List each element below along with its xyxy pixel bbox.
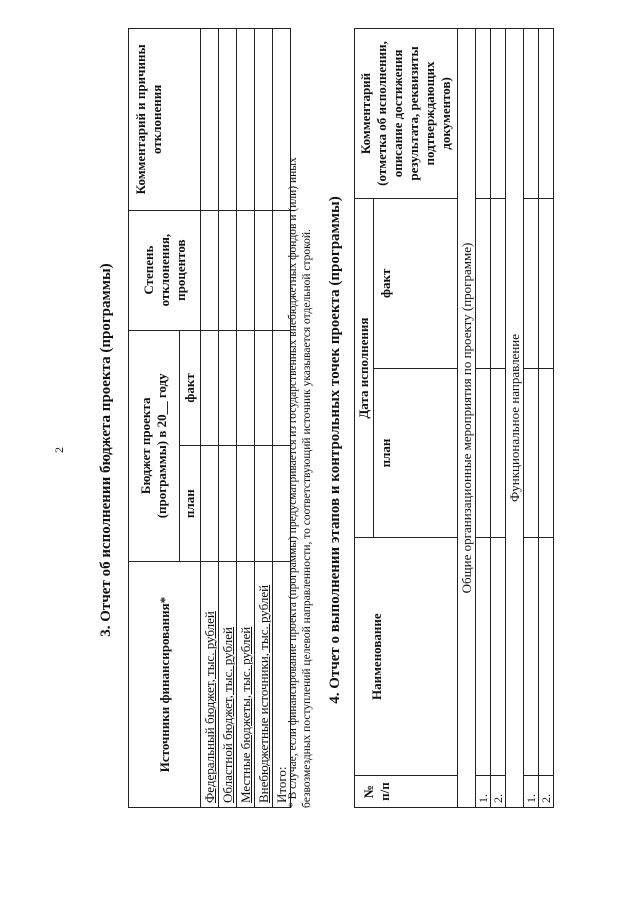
row-label-regional: Областной бюджет, тыс. рублей [219, 562, 237, 808]
milestones-table [354, 28, 554, 808]
cell [476, 368, 491, 538]
header-source: Источники финансирования* [129, 562, 201, 808]
header-budget-line1: Бюджет проекта [138, 397, 153, 495]
cell [255, 330, 273, 446]
header-deviation-line1: Степень [140, 245, 156, 295]
header-comment-line2: отклонения [149, 84, 164, 154]
budget-row [255, 29, 273, 808]
cell [476, 29, 491, 199]
footnote-line2: безвозмездных поступлений целевой направленности, то соответствующий источник указывается отдельной строкой. [301, 229, 313, 808]
table-row [491, 29, 506, 808]
group-title-general: Общие организационные мероприятия по проекту (программе) [458, 29, 476, 808]
header-mcomment-line2: (отметка об исполнении, [374, 41, 389, 186]
cell [201, 210, 219, 330]
cell [491, 198, 506, 368]
budget-table [128, 28, 291, 808]
section4-title: 4. Отчет о выполнении этапов и контрольных точек проекта (программы) [327, 196, 343, 704]
cell [539, 368, 554, 538]
header-name: Наименование [355, 538, 458, 776]
header-fact: факт [180, 330, 201, 446]
footnote-line1: * В случае, если финансирование проекта (программы) предусматривается из государственных внебюджетных фондов и (или) иных [287, 157, 299, 808]
cell [201, 29, 219, 211]
cell [476, 538, 491, 776]
row-number: 2. [491, 776, 506, 808]
header-comment [129, 29, 201, 211]
row-label-extrabudget: Внебюджетные источники, тыс. рублей [255, 562, 273, 808]
header-plan: план [180, 446, 201, 562]
cell [524, 198, 539, 368]
cell [255, 29, 273, 211]
budget-row [237, 29, 255, 808]
cell [201, 330, 219, 446]
budget-row [219, 29, 237, 808]
cell [539, 198, 554, 368]
cell [539, 538, 554, 776]
header-num-line2: п/п [377, 782, 392, 801]
cell [491, 29, 506, 199]
cell [219, 446, 237, 562]
header-mcomment-line1: Комментарий [358, 72, 373, 155]
row-label-local: Местные бюджеты, тыс. рублей [237, 562, 255, 808]
cell [524, 29, 539, 199]
header-dates: Дата исполнения [355, 198, 374, 537]
row-label-total: Итого: [273, 562, 291, 808]
cell [237, 29, 255, 211]
header-mcomment-line3: описание достижения [390, 49, 405, 178]
cell [255, 210, 273, 330]
row-number: 1. [476, 776, 491, 808]
row-number: 1. [524, 776, 539, 808]
table-row [476, 29, 491, 808]
header-milestone-comment [355, 29, 458, 199]
header-mcomment-line5: подтверждающих документов) [422, 61, 453, 166]
table-row [524, 29, 539, 808]
header-deviation-line3: процентов [172, 239, 188, 301]
header-deviation [129, 210, 201, 330]
page-number: 2 [52, 447, 66, 453]
header-mcomment-line4: результата, реквизиты [406, 46, 421, 181]
footnote [286, 28, 314, 808]
cell [476, 198, 491, 368]
cell [524, 538, 539, 776]
cell [539, 29, 554, 199]
header-budget [129, 330, 180, 562]
group-title-functional: Функциональное направление [506, 29, 524, 808]
row-number: 2. [539, 776, 554, 808]
cell [237, 446, 255, 562]
cell [491, 538, 506, 776]
header-deviation-line2: отклонения, [156, 233, 172, 307]
table-row [539, 29, 554, 808]
header-date-plan: план [374, 368, 458, 538]
cell [524, 368, 539, 538]
cell [219, 330, 237, 446]
cell [491, 368, 506, 538]
cell [219, 29, 237, 211]
header-comment-line1: Комментарий и причины [133, 44, 148, 195]
header-date-fact: факт [374, 198, 458, 368]
row-label-federal: Федеральный бюджет, тыс. рублей [201, 562, 219, 808]
header-num-line1: № [361, 784, 376, 799]
cell [237, 330, 255, 446]
cell [255, 446, 273, 562]
cell [201, 446, 219, 562]
section3-title: 3. Отчет об исполнении бюджета проекта (программы) [98, 263, 114, 637]
cell [237, 210, 255, 330]
budget-row [201, 29, 219, 808]
cell [219, 210, 237, 330]
header-num [355, 776, 458, 808]
header-budget-line2: (программы) в 20__ году [154, 373, 169, 519]
